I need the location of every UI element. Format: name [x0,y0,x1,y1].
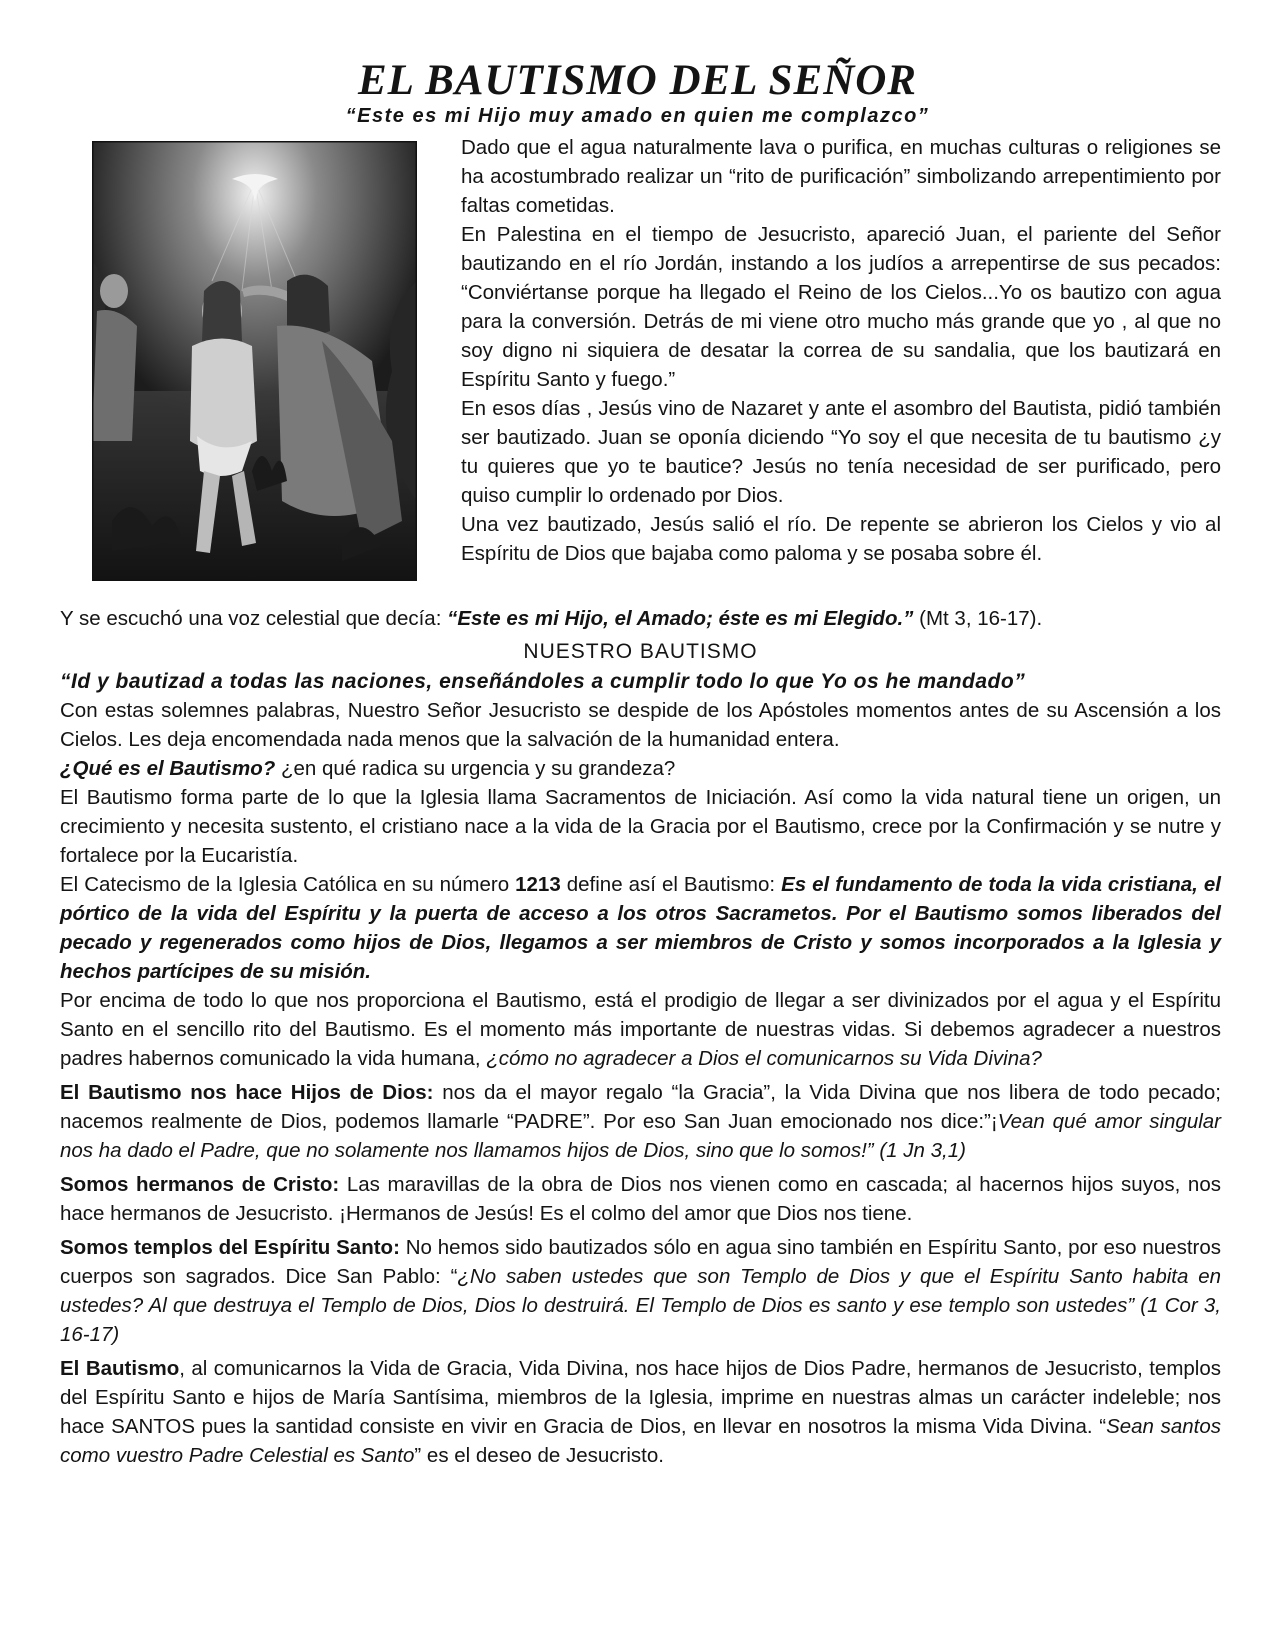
body-paragraph [60,986,1221,1073]
italic-span: Vean qué amor singular nos ha dado el Padre, que no solamente nos llamamos hijos de Dios, sino que lo somos!” (1 Jn 3,1) [60,1110,1222,1162]
body-paragraph [60,1233,1221,1349]
intro-column [461,133,1221,568]
text-span: , al comunicarnos la Vida de Gracia, Vida Divina, nos hace hijos de Dios Padre, hermanos de Jesucristo, templos del Espíritu Santo e hijos de María Santísima, miembros de la Iglesia, imprime en nuestras almas un carácter indeleble; nos hace SANTOS pues la santidad consiste en vivir en Gracia de Dios, en llevar en nosotros la misma Vida Divina. “ [60,1357,1222,1438]
catechism-paragraph [60,870,1221,986]
continuation-paragraph [60,604,1221,633]
question-paragraph [60,754,1221,783]
question-rest: ¿en qué radica su urgencia y su grandeza? [275,757,676,780]
body-paragraph: Con estas solemnes palabras, Nuestro Señor Jesucristo se despide de los Apóstoles momentos antes de su Ascensión a los Cielos. Les deja encomendada nada menos que la salvación de la humanidad entera. [60,699,1221,751]
section-heading: NUESTRO BAUTISMO [523,640,758,663]
catechism-number: 1213 [515,873,561,896]
text-span: nos da el mayor regalo “la Gracia”, la Vida Divina que nos libera de todo pecado; nacemos realmente de Dios, podemos llamarle “PADRE”. Por eso San Juan emocionado nos dice:”¡ [60,1081,1221,1133]
paragraph-lead: Somos hermanos de Cristo: [60,1173,340,1196]
question-bold: ¿Qué es el Bautismo? [60,757,276,780]
intro-paragraph: En Palestina en el tiempo de Jesucristo, apareció Juan, el pariente del Señor bautizando en el río Jordán, instando a los judíos a arrepentirse de sus pecados: “Conviértanse porque ha llegado el Reino de los Cielos...Yo os bautizo con agua para la conversión. Detrás de mi viene otro mucho más grande que yo , al que no soy digno ni siquiera de desatar la correa de su sandalia, que los bautizará en Espíritu Santo y fuego.” [461,223,1221,391]
intro-paragraph: Una vez bautizado, Jesús salió el río. De repente se abrieron los Cielos y vio al Espíritu de Dios que bajaba como paloma y se posaba sobre él. [461,513,1221,565]
text-span: define así el Bautismo: [560,873,782,896]
text-span: Por encima de todo lo que nos proporciona el Bautismo, está el prodigio de llegar a ser divinizados por el agua y el Espíritu Santo en el sencillo rito del Bautismo. Es el momento más importante de nuestras vidas. Si debemos agradecer a nuestros padres habernos comunicado la vida humana, [60,989,1221,1070]
body-paragraph [60,1078,1221,1165]
page-subtitle: “Este es mi Hijo muy amado en quien me complazco” [345,105,930,127]
scripture-quote: “Este es mi Hijo, el Amado; éste es mi Elegido.” [447,607,914,630]
body-paragraph: El Bautismo forma parte de lo que la Iglesia llama Sacramentos de Iniciación. Así como la vida natural tiene un origen, un crecimiento y necesita sustento, el cristiano nace a la vida de la Gracia por el Bautismo, crece por la Confirmación y se nutre y fortalece por la Eucaristía. [60,786,1221,867]
italic-span: ¿cómo no agradecer a Dios el comunicarnos su Vida Divina? [486,1047,1042,1070]
text-span: Las maravillas de la obra de Dios nos vienen como en cascada; al hacernos hijos suyos, nos hace hermanos de Jesucristo. ¡Hermanos de Jesús! Es el colmo del amor que Dios nos tiene. [60,1173,1221,1225]
intro-paragraph: Dado que el agua naturalmente lava o purifica, en muchas culturas o religiones se ha acostumbrado realizar un “rito de purificación” simbolizando arrepentimiento por faltas cometidas. [461,136,1221,217]
scripture-ref: (Mt 3, 16-17). [913,607,1043,630]
body-paragraph [60,1354,1221,1470]
body-paragraph [60,1170,1221,1228]
main-text [60,604,1221,1470]
italic-span: Sean santos como vuestro Padre Celestial es Santo [60,1415,1221,1467]
text-span: ” es el deseo de Jesucristo. [414,1444,664,1467]
italic-span: ¿No saben ustedes que son Templo de Dios y que el Espíritu Santo habita en ustedes? Al que destruya el Templo de Dios, Dios lo destruirá. El Templo de Dios es santo y ese templo son ustedes” (1 Cor 3, 16-17) [60,1265,1221,1346]
paragraph-lead: Somos templos del Espíritu Santo: [60,1236,400,1259]
section-quote: “Id y bautizad a todas las naciones, enseñándoles a cumplir todo lo que Yo os he mandado” [60,670,1026,693]
page-title: EL BAUTISMO DEL SEÑOR [357,57,917,104]
paragraph-lead: El Bautismo [60,1357,180,1380]
baptism-painting-image [92,141,417,581]
paragraph-lead: El Bautismo nos hace Hijos de Dios: [60,1081,434,1104]
text-span: El Catecismo de la Iglesia Católica en su número [60,873,516,896]
intro-paragraph: En esos días , Jesús vino de Nazaret y ante el asombro del Bautista, pidió también ser bautizado. Juan se oponía diciendo “Yo soy el que necesita de tu bautismo ¿y tu quieres que yo te bautice? Jesús no tenía necesidad de ser purificado, pero quiso cumplir lo ordenado por Dios. [461,397,1221,507]
text-span: No hemos sido bautizados sólo en agua sino también en Espíritu Santo, por eso nuestros cuerpos son sagrados. Dice San Pablo: “ [60,1236,1222,1288]
text-span: Y se escuchó una voz celestial que decía: [60,607,448,630]
catechism-definition: Es el fundamento de toda la vida cristiana, el pórtico de la vida del Espíritu y la puerta de acceso a los otros Sacrametos. Por el Bautismo somos liberados del pecado y regenerados como hijos de Dios, llegamos a ser miembros de Cristo y somos incorporados a la Iglesia y hechos partícipes de su misión. [60,873,1221,983]
